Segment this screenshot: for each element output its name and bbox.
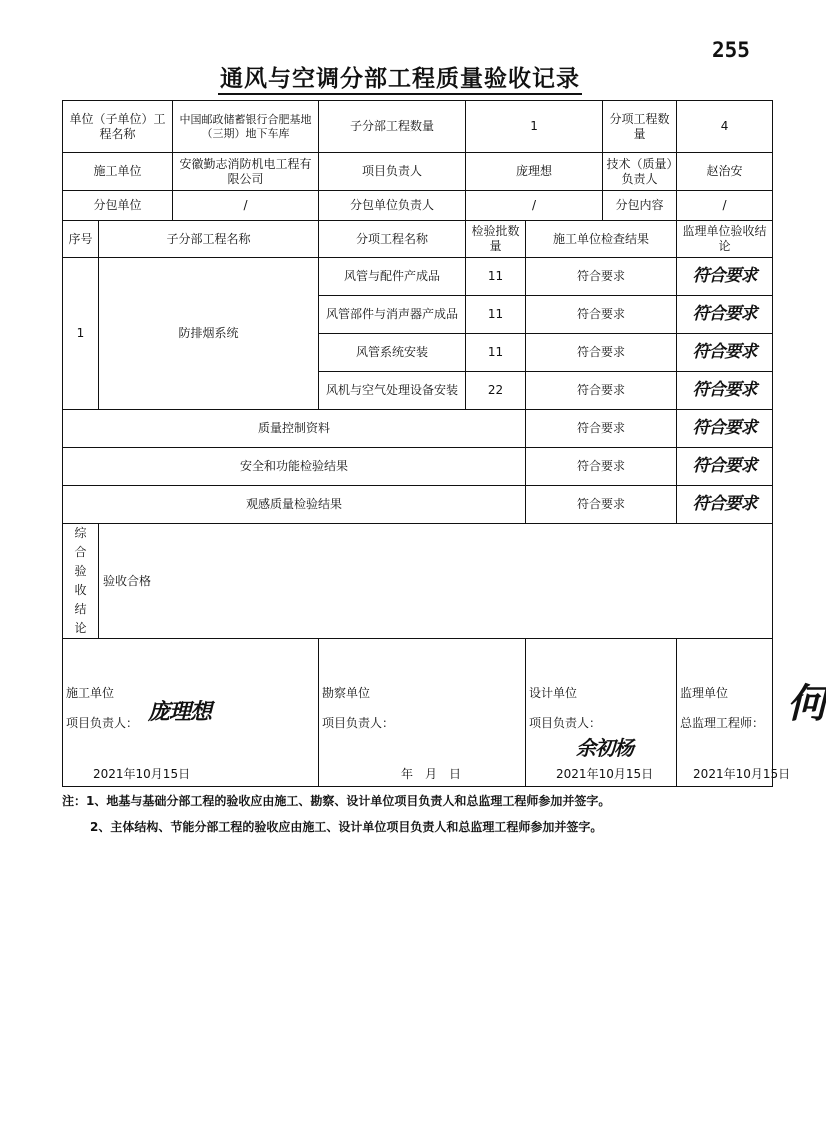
supervisor-signature: 符合要求 bbox=[677, 296, 773, 334]
check-result: 符合要求 bbox=[526, 410, 677, 448]
subcontractor-pm-value: / bbox=[466, 191, 603, 221]
sign-date: 年 月 日 bbox=[401, 767, 462, 781]
summary-label: 安全和功能检验结果 bbox=[63, 448, 526, 486]
batch-count: 11 bbox=[466, 258, 526, 296]
sign-role: 项目负责人： bbox=[529, 716, 602, 730]
summary-label: 观感质量检验结果 bbox=[63, 486, 526, 524]
batch-count: 22 bbox=[466, 372, 526, 410]
tech-lead-label: 技术（质量）负责人 bbox=[603, 153, 677, 191]
subcontract-content-label: 分包内容 bbox=[603, 191, 677, 221]
sign-unit: 勘察单位 bbox=[322, 686, 371, 700]
project-manager-value: 庞理想 bbox=[466, 153, 603, 191]
handwritten-signature: 何 bbox=[787, 680, 826, 727]
signature-block-survey bbox=[319, 639, 526, 787]
subcontractor-value: / bbox=[173, 191, 319, 221]
sign-date: 2021年10月15日 bbox=[93, 767, 191, 781]
col-sub-project: 子分部工程名称 bbox=[99, 221, 319, 258]
tech-lead-value: 赵治安 bbox=[677, 153, 773, 191]
sign-role: 项目负责人： bbox=[322, 716, 395, 730]
acceptance-record-table bbox=[62, 100, 826, 787]
col-seq: 序号 bbox=[63, 221, 99, 258]
signature-block-contractor bbox=[63, 639, 319, 787]
check-result: 符合要求 bbox=[526, 296, 677, 334]
item-name: 风管部件与消声器产成品 bbox=[319, 296, 466, 334]
batch-count: 11 bbox=[466, 334, 526, 372]
sign-date: 2021年10月15日 bbox=[693, 767, 791, 781]
footnote-2: 2、主体结构、节能分部工程的验收应由施工、设计单位项目负责人和总监理工程师参加并签字。 bbox=[90, 820, 603, 834]
item-name: 风管与配件产成品 bbox=[319, 258, 466, 296]
page-number: 255 bbox=[712, 38, 750, 62]
signature-block-supervisor bbox=[677, 639, 826, 787]
col-item: 分项工程名称 bbox=[319, 221, 466, 258]
check-result: 符合要求 bbox=[526, 372, 677, 410]
group-seq: 1 bbox=[63, 258, 99, 410]
contractor-value: 安徽勤志消防机电工程有限公司 bbox=[173, 153, 319, 191]
subcontractor-label: 分包单位 bbox=[63, 191, 173, 221]
check-result: 符合要求 bbox=[526, 258, 677, 296]
item-name: 风机与空气处理设备安装 bbox=[319, 372, 466, 410]
check-result: 符合要求 bbox=[526, 448, 677, 486]
sign-date: 2021年10月15日 bbox=[556, 767, 654, 781]
summary-label: 质量控制资料 bbox=[63, 410, 526, 448]
subcontractor-pm-label: 分包单位负责人 bbox=[319, 191, 466, 221]
supervisor-signature: 符合要求 bbox=[677, 486, 773, 524]
contractor-label: 施工单位 bbox=[63, 153, 173, 191]
supervisor-signature: 符合要求 bbox=[677, 448, 773, 486]
sign-unit: 设计单位 bbox=[529, 686, 578, 700]
supervisor-signature: 符合要求 bbox=[677, 410, 773, 448]
summary-row bbox=[63, 410, 773, 448]
page-title: 通风与空调分部工程质量验收记录 bbox=[0, 60, 800, 93]
conclusion-label: 综合验收结论 bbox=[63, 524, 99, 639]
sub-project-count-value: 1 bbox=[466, 101, 603, 153]
sign-unit: 监理单位 bbox=[680, 686, 729, 700]
batch-count: 11 bbox=[466, 296, 526, 334]
handwritten-signature: 余初杨 bbox=[576, 736, 634, 760]
summary-row bbox=[63, 486, 773, 524]
sub-project-count-label: 子分部工程数量 bbox=[319, 101, 466, 153]
col-supervisor-conclusion: 监理单位验收结论 bbox=[677, 221, 773, 258]
supervisor-signature: 符合要求 bbox=[677, 334, 773, 372]
supervisor-signature: 符合要求 bbox=[677, 258, 773, 296]
table-row bbox=[63, 258, 773, 296]
supervisor-signature: 符合要求 bbox=[677, 372, 773, 410]
check-result: 符合要求 bbox=[526, 486, 677, 524]
group-sub-project: 防排烟系统 bbox=[99, 258, 319, 410]
unit-name-value: 中国邮政储蓄银行合肥基地（三期）地下车库 bbox=[173, 101, 319, 153]
col-batch-count: 检验批数量 bbox=[466, 221, 526, 258]
signature-block-design bbox=[526, 639, 677, 787]
subcontract-content-value: / bbox=[677, 191, 773, 221]
footnotes bbox=[62, 788, 610, 840]
sign-role: 项目负责人： bbox=[66, 716, 139, 730]
check-result: 符合要求 bbox=[526, 334, 677, 372]
unit-name-label: 单位（子单位）工程名称 bbox=[63, 101, 173, 153]
project-manager-label: 项目负责人 bbox=[319, 153, 466, 191]
summary-row bbox=[63, 448, 773, 486]
footnote-1: 注：1、地基与基础分部工程的验收应由施工、勘察、设计单位项目负责人和总监理工程师参加并签字。 bbox=[62, 794, 611, 808]
item-count-label: 分项工程数量 bbox=[603, 101, 677, 153]
item-name: 风管系统安装 bbox=[319, 334, 466, 372]
sign-unit: 施工单位 bbox=[66, 686, 115, 700]
col-contractor-check: 施工单位检查结果 bbox=[526, 221, 677, 258]
sign-role: 总监理工程师： bbox=[680, 716, 765, 730]
handwritten-signature: 庞理想 bbox=[148, 699, 212, 725]
conclusion-value: 验收合格 bbox=[99, 524, 773, 639]
item-count-value: 4 bbox=[677, 101, 773, 153]
